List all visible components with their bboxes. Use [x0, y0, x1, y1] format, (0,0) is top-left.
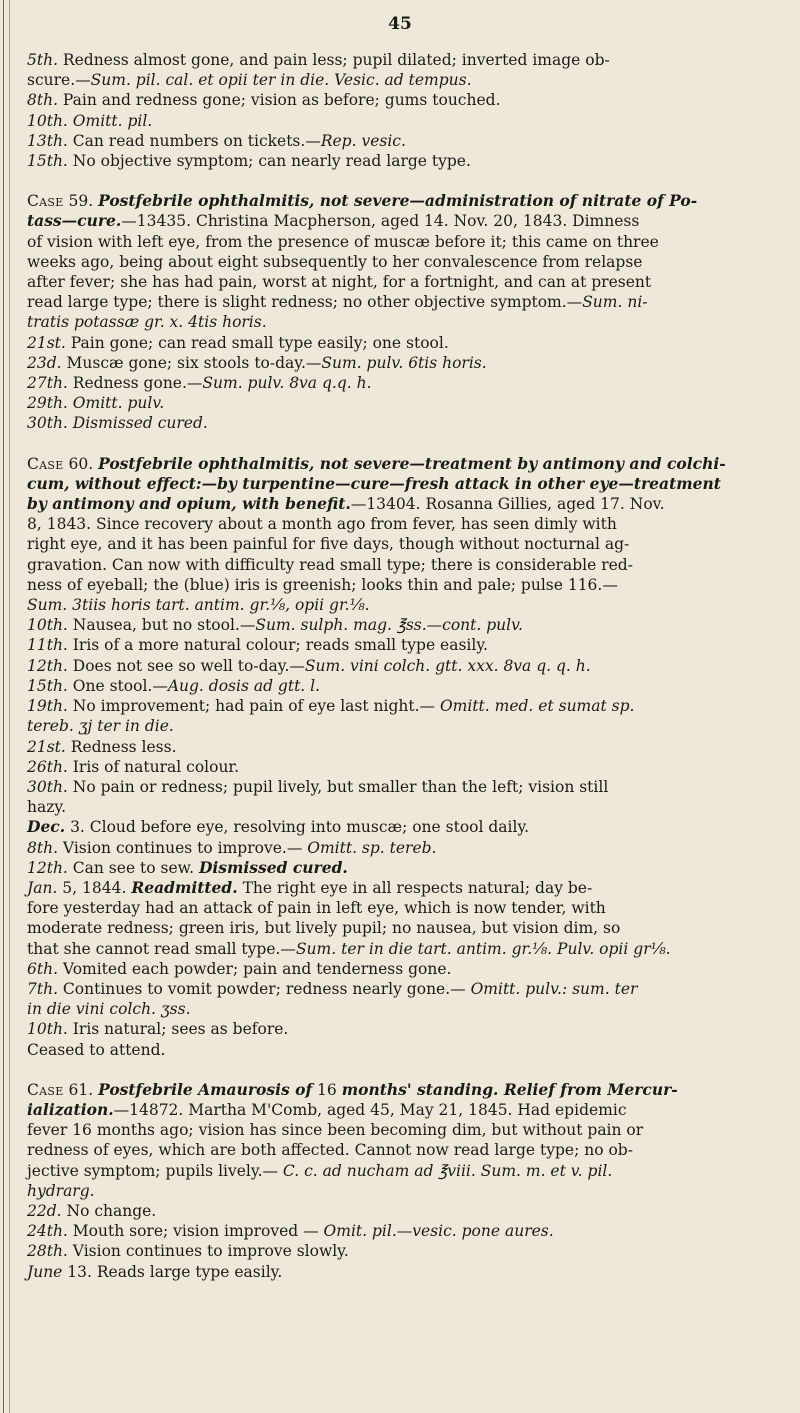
text-paragraph: 27th. Redness gone.—Sum. pulv. 8va q.q. h.	[27, 374, 372, 393]
text-paragraph: 21st. Pain gone; can read small type easily; one stool.	[27, 333, 449, 352]
paragraph-gap	[27, 1060, 787, 1080]
text-paragraph: 21st. Redness less.	[27, 737, 177, 756]
text-paragraph: Ceased to attend.	[27, 1040, 166, 1059]
text-paragraph: Case 60. Postfebrile ophthalmitis, not severe—treatment by antimony and colchi- cum, without effect:—by turpentine—cure—fresh attack in other eye—treatment by antimony and opium, with benefit.—13404. Rosanna Gillies, aged 17. Nov. 8, 1843. Since recovery about a month ago from fever, has seen dimly with right eye, and it has been painful for five days, though without nocturnal ag- gravation. Can now with difficulty read small type; there is considerable red- ness of eyeball; the (blue) iris is greenish; looks thin and pale; pulse 116.— Sum. 3tiis horis tart. antim. gr.⅛, opii gr.⅛.	[27, 453, 726, 615]
text-paragraph: 24th. Mouth sore; vision improved — Omit. pil.—vesic. pone aures.	[27, 1222, 554, 1241]
body-text	[27, 50, 787, 1282]
text-paragraph: 5th. Redness almost gone, and pain less; pupil dilated; inverted image ob- scure.—Sum. pil. cal. et opii ter in die. Vesic. ad tempus.	[27, 51, 610, 90]
text-paragraph: 12th. Can see to sew. Dismissed cured.	[27, 857, 348, 877]
text-paragraph: 8th. Pain and redness gone; vision as before; gums touched.	[27, 91, 501, 110]
text-paragraph: 29th. Omitt. pulv.	[27, 394, 165, 413]
text-paragraph: 7th. Continues to vomit powder; redness nearly gone.— Omitt. pulv.: sum. ter in die vini colch. ʒss.	[27, 979, 638, 1019]
text-paragraph: 10th. Omitt. pil.	[27, 111, 153, 130]
text-paragraph: 12th. Does not see so well to-day.—Sum. vini colch. gtt. xxx. 8va q. q. h.	[27, 656, 591, 675]
text-paragraph: Jan. 5, 1844. Readmitted. The right eye in all respects natural; day be- fore yesterday had an attack of pain in left eye, which is now tender, with moderate redness; green iris, but lively pupil; no nausea, but vision dim, so that she cannot read small type.—Sum. ter in die tart. antim. gr.⅛. Pulv. opii gr⅛.	[27, 877, 671, 958]
text-paragraph: 13th. Can read numbers on tickets.—Rep. vesic.	[27, 131, 406, 150]
page-number: 45	[388, 14, 412, 34]
page-edge-line	[3, 0, 4, 1413]
text-paragraph: 11th. Iris of a more natural colour; reads small type easily.	[27, 636, 488, 655]
text-paragraph: 15th. No objective symptom; can nearly read large type.	[27, 152, 471, 171]
text-paragraph: Case 59. Postfebrile ophthalmitis, not severe—administration of nitrate of Po- tass—cure.—13435. Christina Macpherson, aged 14. Nov. 20, 1843. Dimness of vision with left eye, from the presence of muscæ before it; this came on three weeks ago, being about eight subsequently to her convalescence from relapse after fever; she has had pain, worst at night, for a fortnight, and can at present read large type; there is slight redness; no other objective symptom.—Sum. ni- tratis potassæ gr. x. 4tis horis.	[27, 191, 698, 332]
paragraph-gap	[27, 434, 787, 454]
text-paragraph: 6th. Vomited each powder; pain and tenderness gone.	[27, 959, 452, 978]
text-paragraph: June 13. Reads large type easily.	[27, 1262, 283, 1281]
text-paragraph: 10th. Nausea, but no stool.—Sum. sulph. mag. ℥ss.—cont. pulv.	[27, 616, 523, 635]
text-paragraph: Dec. 3. Cloud before eye, resolving into muscæ; one stool daily.	[27, 817, 530, 837]
text-paragraph: 23d. Muscæ gone; six stools to-day.—Sum. pulv. 6tis horis.	[27, 353, 487, 372]
text-paragraph: 8th. Vision continues to improve.— Omitt. sp. tereb.	[27, 838, 437, 857]
text-paragraph: 30th. No pain or redness; pupil lively, but smaller than the left; vision still hazy.	[27, 777, 609, 817]
text-paragraph: 28th. Vision continues to improve slowly.	[27, 1242, 349, 1261]
text-paragraph: 22d. No change.	[27, 1201, 157, 1220]
text-paragraph: 26th. Iris of natural colour.	[27, 757, 240, 776]
text-paragraph: 19th. No improvement; had pain of eye last night.— Omitt. med. et sumat sp. tereb. ʒj ter in die.	[27, 697, 635, 736]
paragraph-gap	[27, 171, 787, 191]
text-paragraph: 10th. Iris natural; sees as before.	[27, 1020, 289, 1039]
text-paragraph: 15th. One stool.—Aug. dosis ad gtt. l.	[27, 676, 321, 695]
text-paragraph: 30th. Dismissed cured.	[27, 414, 208, 433]
text-paragraph: Case 61. Postfebrile Amaurosis of 16 months' standing. Relief from Mercur- ialization.—14872. Martha M'Comb, aged 45, May 21, 1845. Had epidemic fever 16 months ago; vision has since been becoming dim, but without pain or redness of eyes, which are both affected. Cannot now read large type; no ob- jective symptom; pupils lively.— C. c. ad nucham ad ℥viii. Sum. m. et v. pil. hydrarg.	[27, 1079, 678, 1200]
page-edge-shadow	[9, 0, 10, 1413]
